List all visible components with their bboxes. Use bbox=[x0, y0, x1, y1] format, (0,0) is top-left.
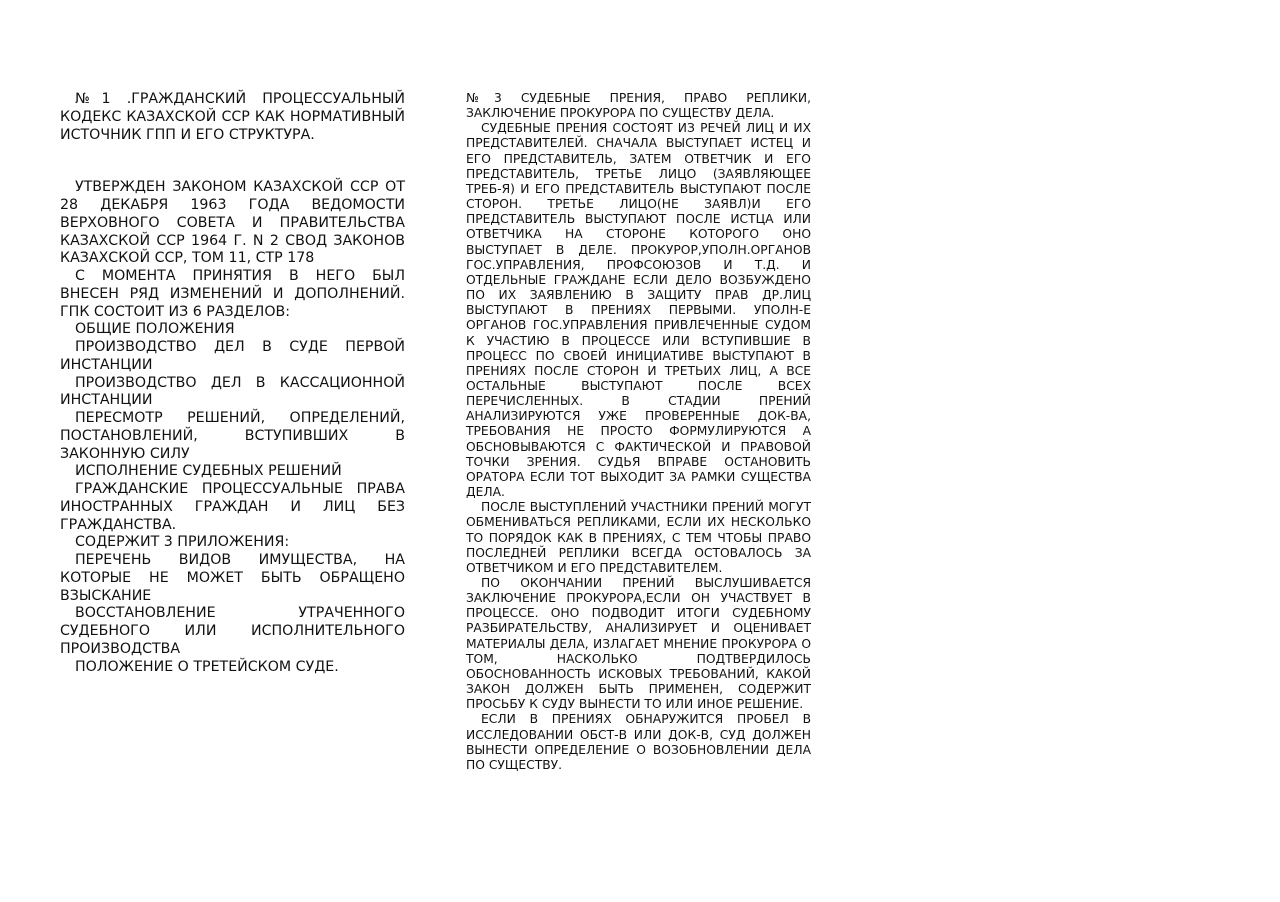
list-item: ПРОИЗВОДСТВО ДЕЛ В СУДЕ ПЕРВОЙ ИНСТАНЦИИ bbox=[60, 339, 405, 373]
list-item: ИСПОЛНЕНИЕ СУДЕБНЫХ РЕШЕНИЙ bbox=[75, 463, 342, 480]
list-item: ВОССТАНОВЛЕНИЕ УТРАЧЕННОГО СУДЕБНОГО ИЛИ ИСПОЛНИТЕЛЬНОГО ПРОИЗВОДСТВА bbox=[60, 605, 405, 657]
paragraph: С МОМЕНТА ПРИНЯТИЯ В НЕГО БЫЛ ВНЕСЕН РЯД ИЗМЕНЕНИЙ И ДОПОЛНЕНИЙ. ГПК СОСТОИТ ИЗ 6 РАЗДЕЛОВ: bbox=[60, 268, 405, 320]
right-column bbox=[466, 91, 811, 773]
left-column bbox=[60, 91, 405, 676]
list-item: ОБЩИЕ ПОЛОЖЕНИЯ bbox=[75, 321, 235, 338]
list-item: ПЕРЕСМОТР РЕШЕНИЙ, ОПРЕДЕЛЕНИЙ, ПОСТАНОВЛЕНИЙ, ВСТУПИВШИХ В ЗАКОННУЮ СИЛУ bbox=[60, 410, 405, 462]
paragraph: ПОСЛЕ ВЫСТУПЛЕНИЙ УЧАСТНИКИ ПРЕНИЙ МОГУТ ОБМЕНИВАТЬСЯ РЕПЛИКАМИ, ЕСЛИ ИХ НЕСКОЛЬКО ТО ПОРЯДОК КАК В ПРЕНИЯХ, С ТЕМ ЧТОБЫ ПРАВО ПОСЛЕДНЕЙ РЕПЛИКИ ВСЕГДА ОСТОВАЛОСЬ ЗА ОТВЕТЧИКОМ И ЕГО ПРЕДСТАВИТЕЛЕМ. bbox=[466, 500, 811, 575]
section-3-title: №3 СУДЕБНЫЕ ПРЕНИЯ, ПРАВО РЕПЛИКИ, ЗАКЛЮЧЕНИЕ ПРОКУРОРА ПО СУЩЕСТВУ ДЕЛА. bbox=[466, 91, 811, 121]
section-1-title: №1 .ГРАЖДАНСКИЙ ПРОЦЕССУАЛЬНЫЙ КОДЕКС КАЗАХСКОЙ ССР КАК НОРМАТИВНЫЙ ИСТОЧНИК ГПП И ЕГО СТРУКТУРА. bbox=[60, 91, 405, 143]
paragraph: ЕСЛИ В ПРЕНИЯХ ОБНАРУЖИТСЯ ПРОБЕЛ В ИССЛЕДОВАНИИ ОБСТ-В ИЛИ ДОК-В, СУД ДОЛЖЕН ВЫНЕСТИ ОПРЕДЕЛЕНИЕ О ВОЗОБНОВЛЕНИИ ДЕЛА ПО СУЩЕСТВУ. bbox=[466, 712, 811, 772]
spacer bbox=[60, 144, 405, 179]
paragraph: УТВЕРЖДЕН ЗАКОНОМ КАЗАХСКОЙ ССР ОТ 28 ДЕКАБРЯ 1963 ГОДА ВЕДОМОСТИ ВЕРХОВНОГО СОВЕТА И ПРАВИТЕЛЬСТВА КАЗАХСКОЙ ССР 1964 Г. N 2 СВОД ЗАКОНОВ КАЗАХСКОЙ ССР, ТОМ 11, СТР 178 bbox=[60, 179, 405, 267]
list-item: ПОЛОЖЕНИЕ О ТРЕТЕЙСКОМ СУДЕ. bbox=[75, 658, 339, 675]
list-item: ПЕРЕЧЕНЬ ВИДОВ ИМУЩЕСТВА, НА КОТОРЫЕ НЕ МОЖЕТ БЫТЬ ОБРАЩЕНО ВЗЫСКАНИЕ bbox=[60, 552, 405, 604]
paragraph: СОДЕРЖИТ 3 ПРИЛОЖЕНИЯ: bbox=[75, 534, 290, 551]
paragraph: ПО ОКОНЧАНИИ ПРЕНИЙ ВЫСЛУШИВАЕТСЯ ЗАКЛЮЧЕНИЕ ПРОКУРОРА,ЕСЛИ ОН УЧАСТВУЕТ В ПРОЦЕССЕ. ОНО ПОДВОДИТ ИТОГИ СУДЕБНОМУ РАЗБИРАТЕЛЬСТВУ, АНАЛИЗИРУЕТ И ОЦЕНИВАЕТ МАТЕРИАЛЫ ДЕЛА, ИЗЛАГАЕТ МНЕНИЕ ПРОКУРОРА О ТОМ, НАСКОЛЬКО ПОДТВЕРДИЛОСЬ ОБОСНОВАННОСТЬ ИСКОВЫХ ТРЕБОВАНИЙ, КАКОЙ ЗАКОН ДОЛЖЕН БЫТЬ ПРИМЕНЕН, СОДЕРЖИТ ПРОСЬБУ К СУДУ ВЫНЕСТИ ТО ИЛИ ИНОЕ РЕШЕНИЕ. bbox=[466, 576, 811, 712]
list-item: ПРОИЗВОДСТВО ДЕЛ В КАССАЦИОННОЙ ИНСТАНЦИИ bbox=[60, 374, 405, 409]
list-item: ГРАЖДАНСКИЕ ПРОЦЕССУАЛЬНЫЕ ПРАВА ИНОСТРАННЫХ ГРАЖДАН И ЛИЦ БЕЗ ГРАЖДАНСТВА. bbox=[60, 481, 405, 533]
paragraph: СУДЕБНЫЕ ПРЕНИЯ СОСТОЯТ ИЗ РЕЧЕЙ ЛИЦ И ИХ ПРЕДСТАВИТЕЛЕЙ. СНАЧАЛА ВЫСТУПАЕТ ИСТЕЦ И ЕГО ПРЕДСТАВИТЕЛЬ, ЗАТЕМ ОТВЕТЧИК И ЕГО ПРЕДСТАВИТЕЛЬ, ТРЕТЬЕ ЛИЦО (ЗАЯВЛЯЮЩЕЕ ТРЕБ-Я) И ЕГО ПРЕДСТАВИТЕЛЬ ВЫСТУПАЮТ ПОСЛЕ СТОРОН. ТРЕТЬЕ ЛИЦО(НЕ ЗАЯВЛ)И ЕГО ПРЕДСТАВИТЕЛЬ ВЫСТУПАЮТ ПОСЛЕ ИСТЦА ИЛИ ОТВЕТЧИКА НА СТОРОНЕ КОТОРОГО ОНО ВЫСТУПАЕТ В ДЕЛЕ. ПРОКУРОР,УПОЛН.ОРГАНОВ ГОС.УПРАВЛЕНИЯ, ПРОФСОЮЗОВ И Т.Д. И ОТДЕЛЬНЫЕ ГРАЖДАНЕ ЕСЛИ ДЕЛО ВОЗБУЖДЕНО ПО ИХ ЗАЯВЛЕНИЮ В ЗАЩИТУ ПРАВ ДР.ЛИЦ ВЫСТУПАЮТ В ПРЕНИЯХ ПЕРВЫМИ. УПОЛН-Е ОРГАНОВ ГОС.УПРАВЛЕНИЯ ПРИВЛЕЧЕННЫЕ СУДОМ К УЧАСТИЮ В ПРОЦЕССЕ ИЛИ ВСТУПИВШИЕ В ПРОЦЕСС ПО СВОЕЙ ИНИЦИАТИВЕ ВЫСТУПАЮТ В ПРЕНИЯХ ПОСЛЕ СТОРОН И ТРЕТЬИХ ЛИЦ, А ВСЕ ОСТАЛЬНЫЕ ВЫСТУПАЮТ ПОСЛЕ ВСЕХ ПЕРЕЧИСЛЕННЫХ. В СТАДИИ ПРЕНИЙ АНАЛИЗИРУЮТСЯ УЖЕ ПРОВЕРЕННЫЕ ДОК-ВА, ТРЕБОВАНИЯ НЕ ПРОСТО ФОРМУЛИРУЮТСЯ А ОБСНОВЫВАЮТСЯ С ФАКТИЧЕСКОЙ И ПРАВОВОЙ ТОЧКИ ЗРЕНИЯ. СУДЬЯ ВПРАВЕ ОСТАНОВИТЬ ОРАТОРА ЕСЛИ ТОТ ВЫХОДИТ ЗА РАМКИ СУЩЕСТВА ДЕЛА. bbox=[466, 121, 811, 500]
